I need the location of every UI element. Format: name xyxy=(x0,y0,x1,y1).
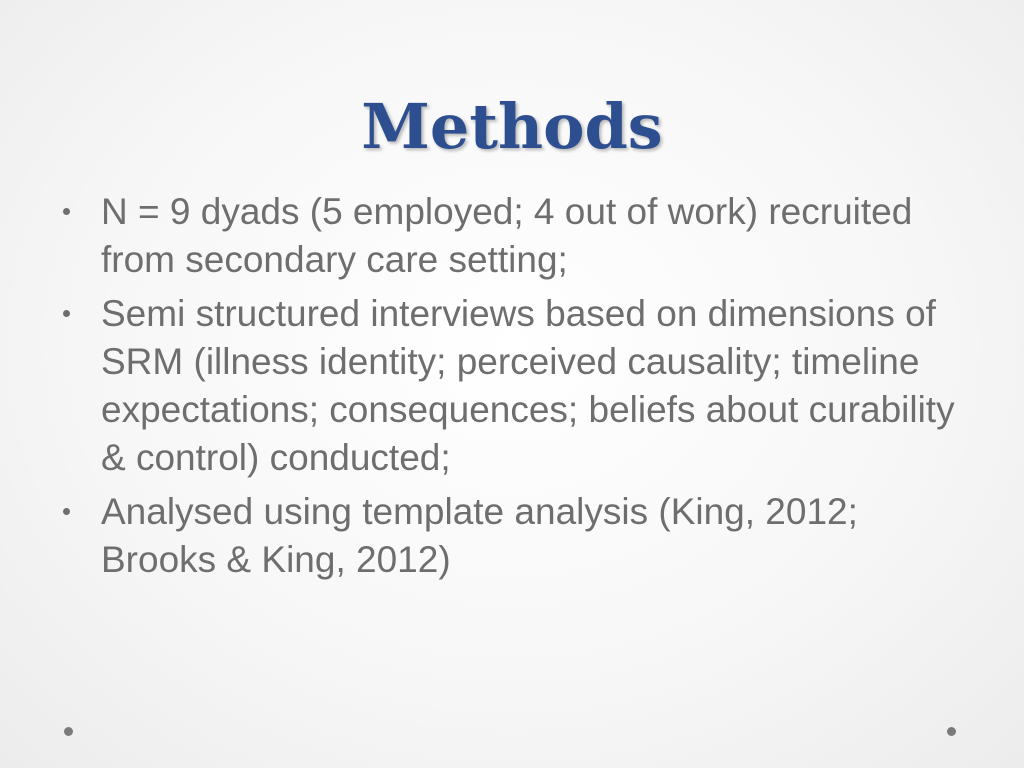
bullet-item xyxy=(56,488,976,584)
bullet-text: Semi structured interviews based on dimensions of SRM (illness identity; perceived causality; timeline expectations; consequences; beliefs about curability & control) conducted; xyxy=(101,293,955,478)
bullet-item xyxy=(56,188,976,284)
decorative-dot-icon xyxy=(64,727,73,736)
bullet-text: N = 9 dyads (5 employed; 4 out of work) recruited from secondary care setting; xyxy=(101,191,913,280)
bullet-icon xyxy=(63,208,70,215)
bullet-list xyxy=(56,188,976,590)
bullet-item xyxy=(56,290,976,482)
bullet-text: Analysed using template analysis (King, 2012; Brooks & King, 2012) xyxy=(101,491,858,580)
bullet-icon xyxy=(63,508,70,515)
decorative-dot-icon xyxy=(947,727,956,736)
slide-title: Methods xyxy=(361,90,663,163)
bullet-icon xyxy=(63,310,70,317)
